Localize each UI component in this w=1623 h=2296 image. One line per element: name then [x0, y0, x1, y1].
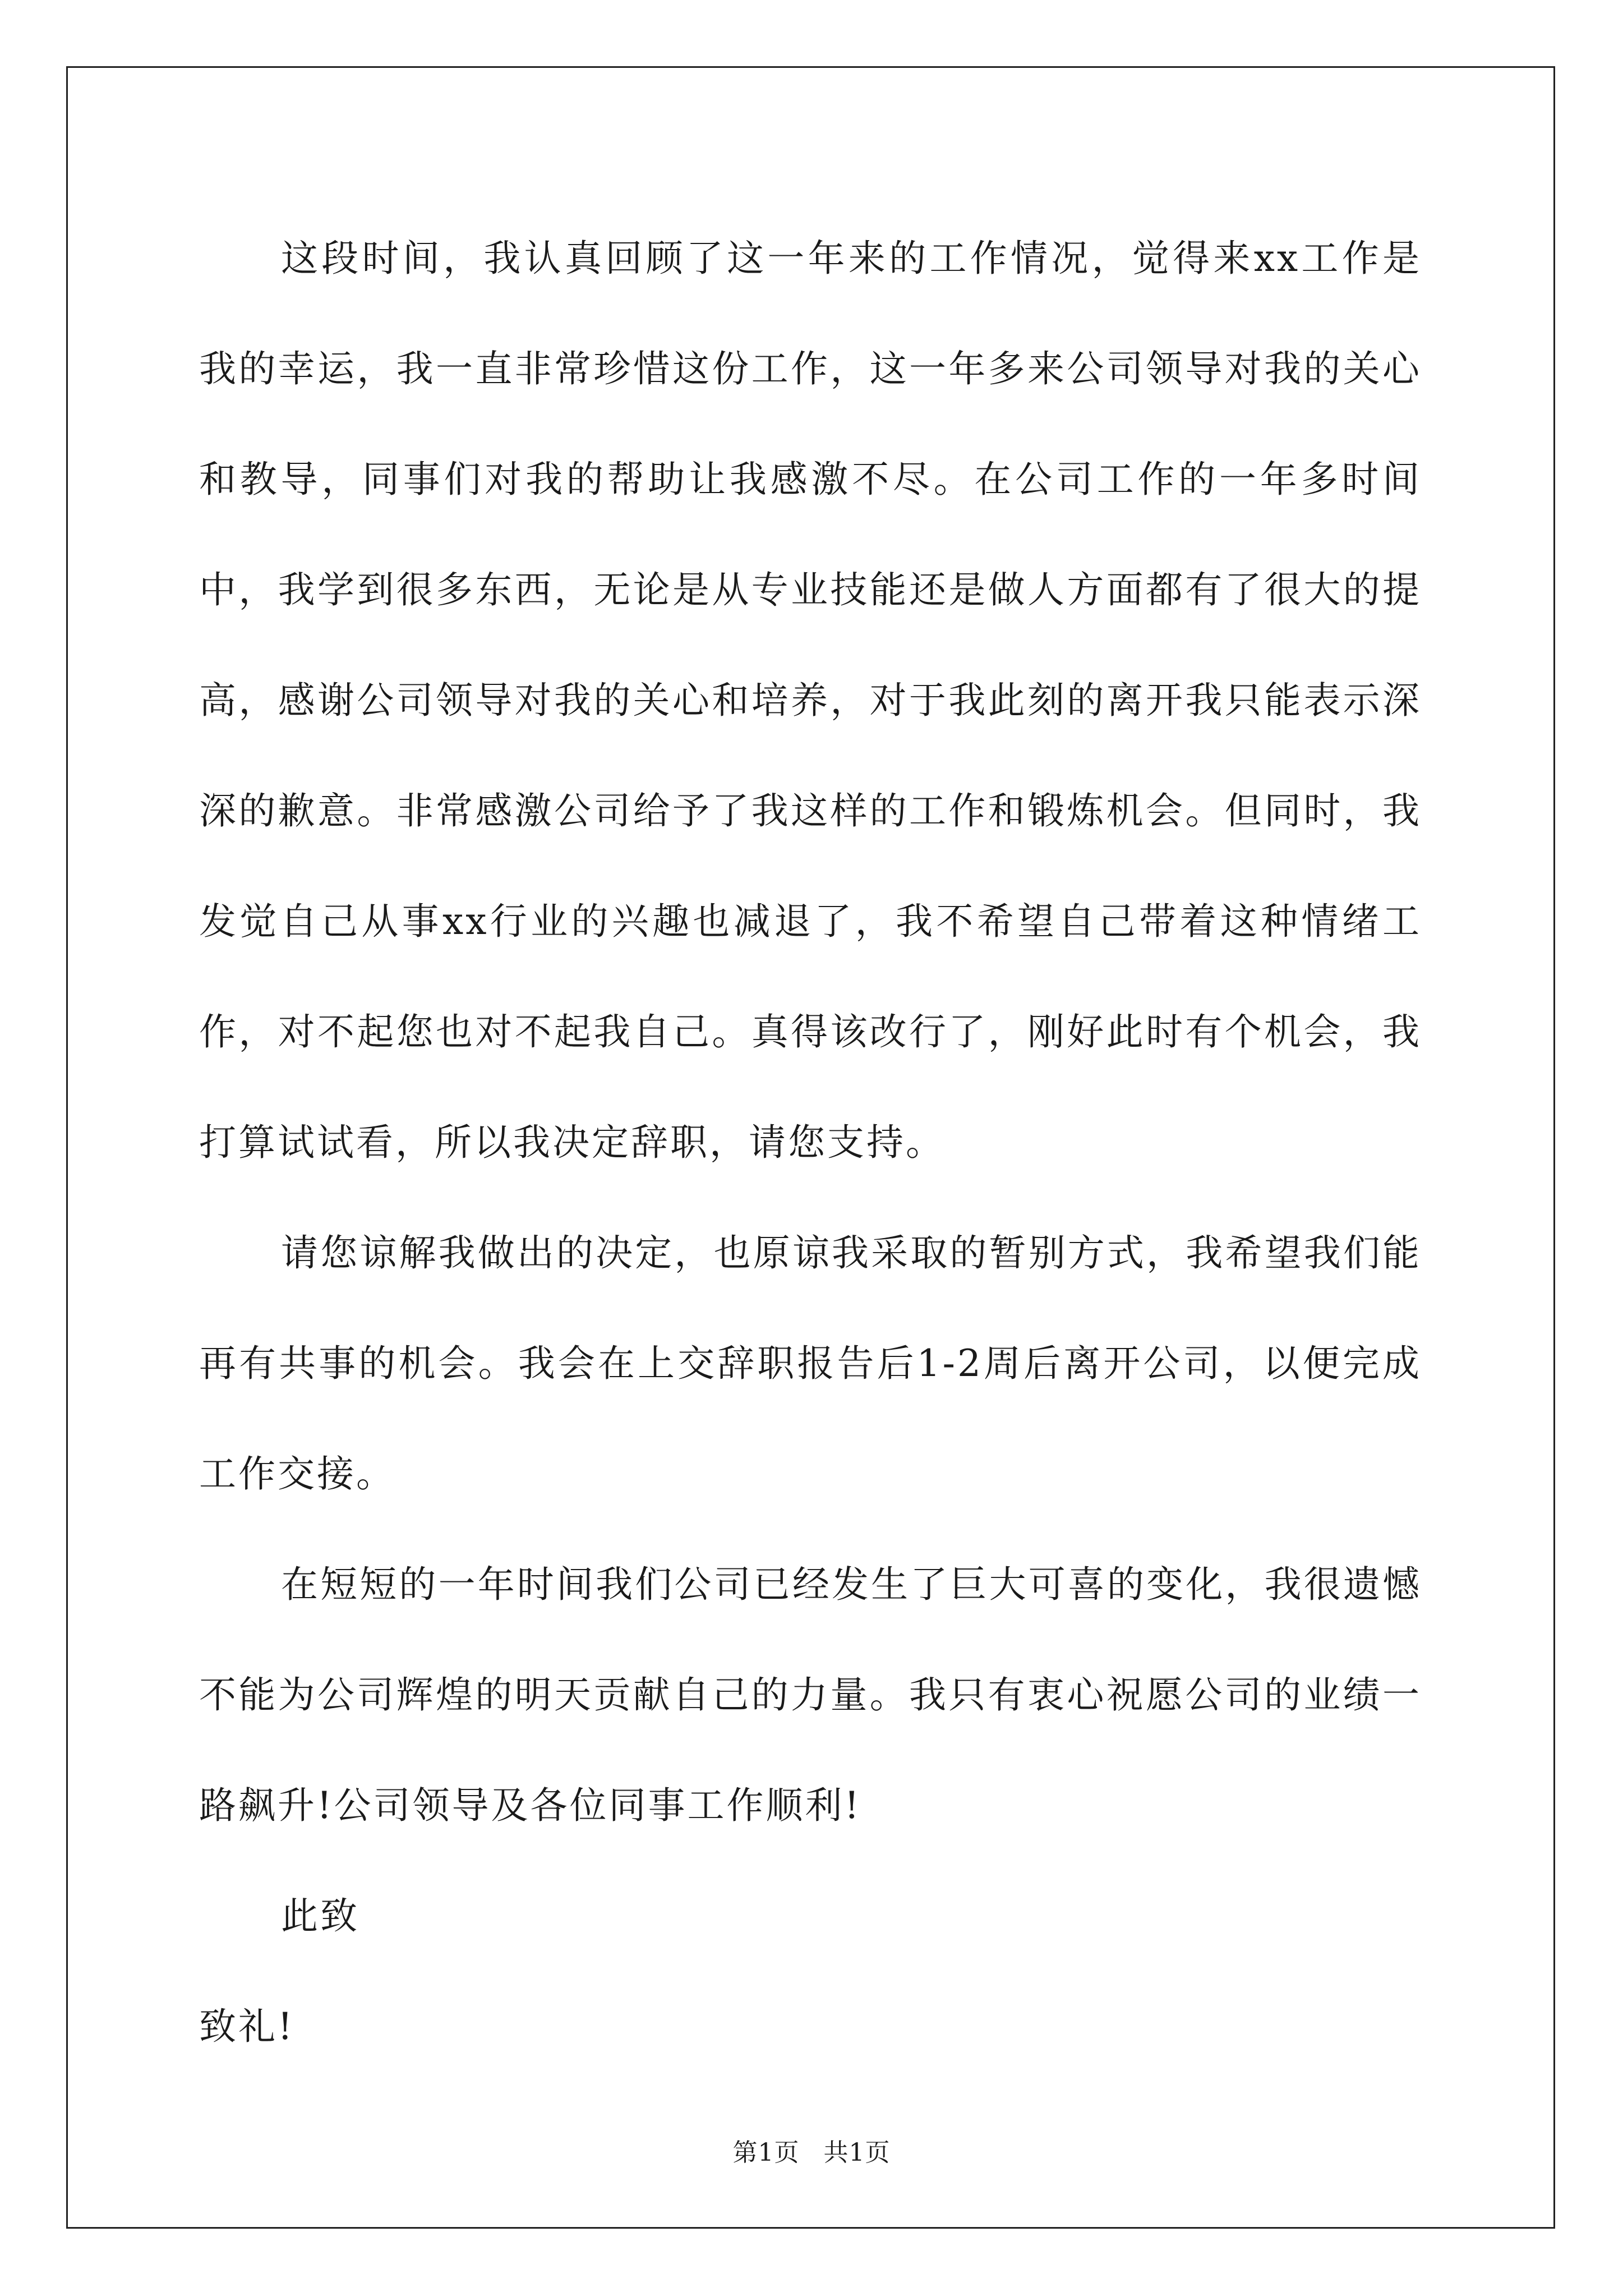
salutation-cizhi: 此致	[281, 1894, 359, 1938]
paragraph-understanding-request: 请您谅解我做出的决定，也原谅我采取的暂别方式，我希望我们能再有共事的机会。我会在上交辞职报告后1-2周后离开公司，以便完成工作交接。	[199, 1231, 1422, 1496]
paragraph-resignation-reason: 这段时间，我认真回顾了这一年来的工作情况，觉得来xx工作是我的幸运，我一直非常珍惜这份工作，这一年多来公司领导对我的关心和教导，同事们对我的帮助让我感激不尽。在公司工作的一年多时间中，我学到很多东西，无论是从专业技能还是做人方面都有了很大的提高，感谢公司领导对我的关心和培养，对于我此刻的离开我只能表示深深的歉意。非常感激公司给予了我这样的工作和锻炼机会。但同时，我发觉自己从事xx行业的兴趣也减退了，我不希望自己带着这种情绪工作，对不起您也对不起我自己。真得该改行了，刚好此时有个机会，我打算试试看，所以我决定辞职，请您支持。	[199, 237, 1422, 1164]
page-number-total: 共1页	[823, 2138, 891, 2167]
page-number-current: 第1页	[732, 2138, 800, 2167]
letter-body	[199, 203, 1422, 2082]
paragraph-best-wishes: 在短短的一年时间我们公司已经发生了巨大可喜的变化，我很遗憾不能为公司辉煌的明天贡献自己的力量。我只有衷心祝愿公司的业绩一路飙升!公司领导及各位同事工作顺利!	[199, 1563, 1422, 1827]
page-footer	[0, 2136, 1623, 2170]
closing-zhili: 致礼!	[199, 2005, 295, 2048]
